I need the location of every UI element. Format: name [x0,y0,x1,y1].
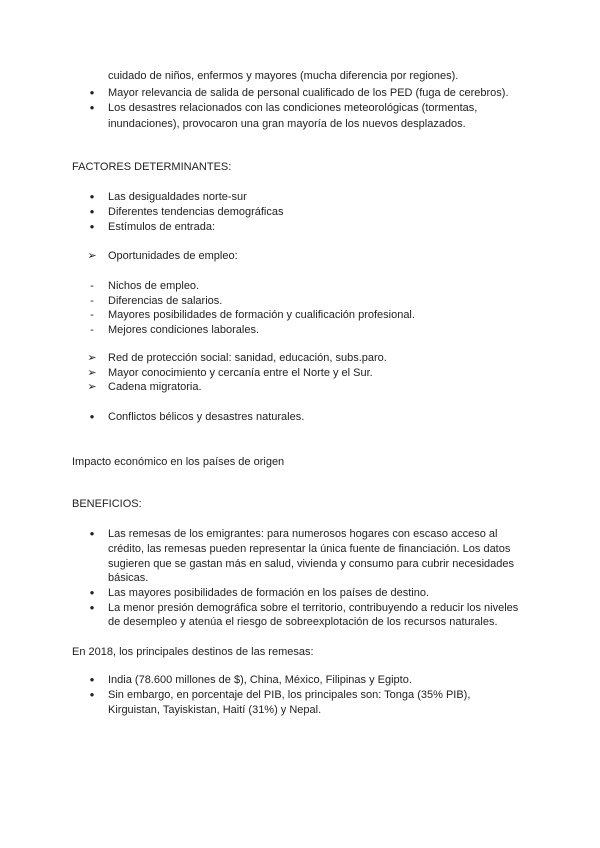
list-item-text: Estímulos de entrada: [108,221,216,233]
list-item-text: crédito, las remesas pueden representar la única fuente de financiación. Los datos [108,543,511,555]
bullet-icon: ● [89,207,95,216]
list-item-text: Mejores condiciones laborales. [108,324,260,336]
list-item-text: Diferencias de salarios. [108,295,223,307]
list-item-text: Mayores posibilidades de formación y cualificación profesional. [108,309,415,321]
dash-icon: - [90,324,94,336]
remesas-intro: En 2018, los principales destinos de las remesas: [72,646,314,658]
factores-heading: FACTORES DETERMINANTES: [72,161,232,173]
list-item-text: sugieren que se gastan más en salud, vivienda y consumo para cubrir necesidades [108,558,515,570]
list-item-text: India (78.600 millones de $), China, México, Filipinas y Egipto. [108,674,412,686]
dash-icon: - [90,280,94,292]
bullet-icon: ● [89,88,95,97]
dash-icon: - [90,309,94,321]
bullet-icon: ● [89,603,95,612]
list-item-text: inundaciones), provocaron una gran mayoría de los nuevos desplazados. [108,118,466,130]
list-item-text: Mayor conocimiento y cercanía entre el Norte y el Sur. [108,367,373,379]
list-item-text: Kirguistan, Tayiskistan, Haití (31%) y Nepal. [108,704,322,716]
list-item-text: Mayor relevancia de salida de personal cualificado de los PED (fuga de cerebros). [108,87,509,99]
arrow-bullet-icon: ➢ [87,250,97,262]
bullet-icon: ● [89,675,95,684]
bullet-icon: ● [89,529,95,538]
list-item-text: Oportunidades de empleo: [108,250,238,262]
list-item-text: básicas. [108,572,149,584]
list-item-text: Sin embargo, en porcentaje del PIB, los principales son: Tonga (35% PIB), [108,689,471,701]
list-item-text: Diferentes tendencias demográficas [108,206,284,218]
list-item-text: de desempleo y atenúa el riesgo de sobreexplotación de los recursos naturales. [108,616,498,628]
list-item-text: Cadena migratoria. [108,381,202,393]
list-item-text: Conflictos bélicos y desastres naturales. [108,411,305,423]
dash-icon: - [90,295,94,307]
arrow-bullet-icon: ➢ [87,381,97,393]
list-item-text: cuidado de niños, enfermos y mayores (mucha diferencia por regiones). [108,70,459,82]
impacto-heading: Impacto económico en los países de origen [72,456,285,468]
bullet-icon: ● [89,412,95,421]
bullet-icon: ● [89,222,95,231]
list-item-text: Las remesas de los emigrantes: para numerosos hogares con escaso acceso al [108,528,498,540]
list-item-text: Nichos de empleo. [108,280,200,292]
list-item-text: La menor presión demográfica sobre el territorio, contribuyendo a reducir los niveles [108,602,519,614]
list-item-text: Las desigualdades norte-sur [108,191,247,203]
arrow-bullet-icon: ➢ [87,352,97,364]
list-item-text: Red de protección social: sanidad, educación, subs.paro. [108,352,387,364]
list-item-text: Los desastres relacionados con las condiciones meteorológicas (tormentas, [108,102,478,114]
beneficios-heading: BENEFICIOS: [72,498,142,510]
bullet-icon: ● [89,690,95,699]
list-item-text: Las mayores posibilidades de formación en los países de destino. [108,587,430,599]
bullet-icon: ● [89,588,95,597]
arrow-bullet-icon: ➢ [87,367,97,379]
bullet-icon: ● [89,103,95,112]
bullet-icon: ● [89,192,95,201]
